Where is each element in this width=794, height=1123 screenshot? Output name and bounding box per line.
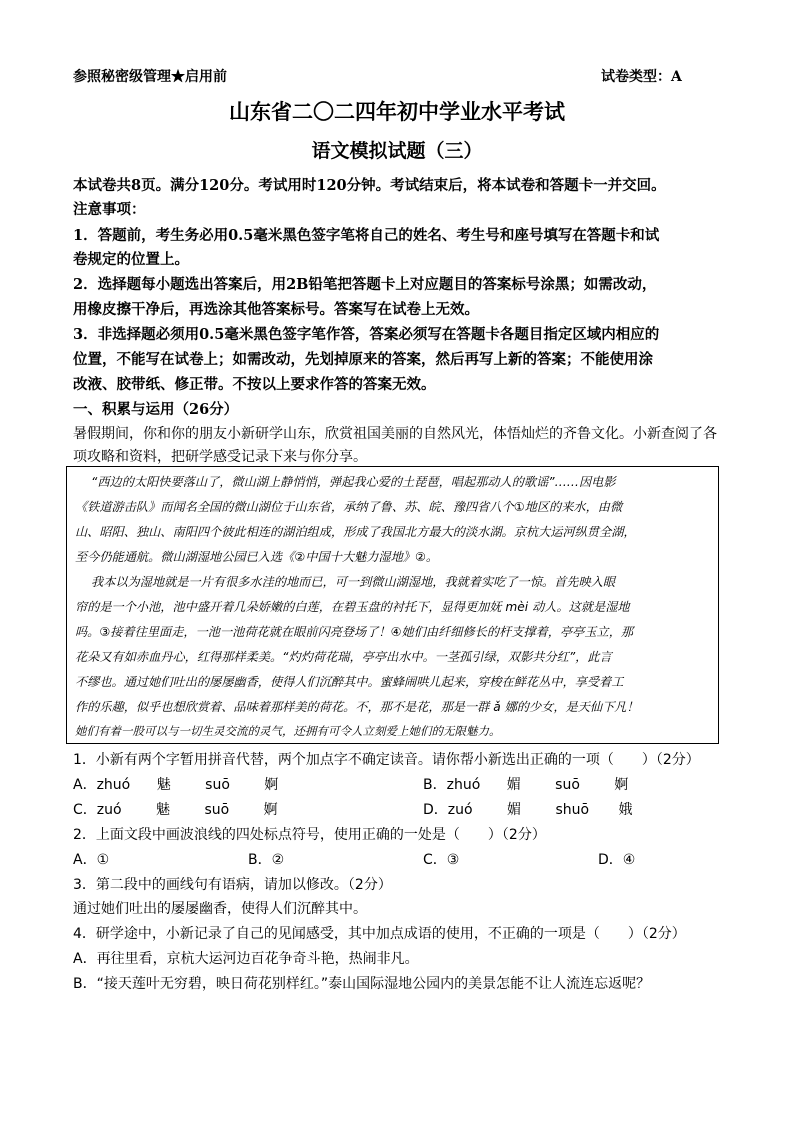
secret-level-label: 参照秘密级管理★启用前 <box>73 69 227 85</box>
q2-option-b: B．② <box>248 852 285 868</box>
exam-title: 山东省二〇二四年初中学业水平考试 <box>229 99 565 124</box>
note-line: 1．答题前，考生务必用0.5毫米黑色签字笔将自己的姓名、考生号和座号填写在答题卡和试 <box>73 227 660 244</box>
q2-option-a: A．① <box>73 852 110 868</box>
q2-option-c: C．③ <box>423 852 460 868</box>
q1-c-part: C．zuó <box>73 802 122 818</box>
question-3-sentence: 通过她们吐出的屡屡幽香，使得人们沉醉其中。 <box>73 901 367 917</box>
question-3-stem: 3．第二段中的画线句有语病，请加以修改。（2分） <box>73 877 392 893</box>
passage-line: 不缪也。通过她们吐出的屡屡幽香，使得人们沉醉其中。蜜蜂闹哄儿起来，穿梭在鲜花丛中，享受着工 <box>75 675 624 689</box>
exam-intro: 本试卷共8页。满分120分。考试用时120分钟。考试结束后，将本试卷和答题卡一并交回。 <box>73 177 666 194</box>
note-line: 用橡皮擦干净后，再选涂其他答案标号。答案写在试卷上无效。 <box>73 301 479 318</box>
paper-type-label: 试卷类型：A <box>601 69 682 85</box>
passage-line: 至今仍能通航。微山湖湿地公园已入选《②中国十大魅力湿地》②。 <box>75 550 439 564</box>
passage-line: 我本以为湿地就是一片有很多水洼的地而已，可一到微山湖湿地，我就着实吃了一惊。首先映入眼 <box>91 575 616 589</box>
passage-line: “西边的太阳快要落山了，微山湖上静悄悄，弹起我心爱的土琵琶，唱起那动人的歌谣”……因电影 <box>91 475 616 489</box>
question-1-stem: 1．小新有两个字暂用拼音代替，两个加点字不确定读音。请你帮小新选出正确的一项（ ）（2分） <box>73 752 700 768</box>
q1-a-part: suō <box>205 777 230 793</box>
passage-line: 她们有着一股可以与一切生灵交流的灵气，还拥有可令人立刻爱上她们的无限魅力。 <box>75 724 501 738</box>
passage-line: 帘的是一个小池，池中盛开着几朵娇嫩的白莲，在碧玉盘的衬托下，显得更加妩 mèi 动人。这就是湿地 <box>75 600 630 614</box>
passage-line: 吗。③接着往里面走，一池一池荷花就在眼前闪亮登场了！④她们由纤细修长的杆支撑着，亭亭玉立，那 <box>75 625 634 639</box>
notes-heading: 注意事项： <box>73 201 146 218</box>
q1-c-part: 魅 <box>156 802 171 818</box>
note-line: 改液、胶带纸、修正带。不按以上要求作答的答案无效。 <box>73 376 436 393</box>
note-line: 2．选择题每小题选出答案后，用2B铅笔把答题卡上对应题目的答案标号涂黑；如需改动， <box>73 276 657 293</box>
note-line: 位置，不能写在试卷上；如需改动，先划掉原来的答案，然后再写上新的答案；不能使用涂 <box>73 351 653 368</box>
section-heading: 一、积累与运用（26分） <box>73 401 239 418</box>
exam-subtitle: 语文模拟试题（三） <box>311 140 483 162</box>
q1-a-part: 婀 <box>264 777 279 793</box>
q2-option-d: D．④ <box>598 852 636 868</box>
q1-option-b <box>423 774 628 794</box>
q1-a-part: 魅 <box>156 777 171 793</box>
q1-d-part: 娥 <box>618 802 633 818</box>
note-line: 3．非选择题必须用0.5毫米黑色签字笔作答，答案必须写在答题卡各题目指定区域内相应的 <box>73 326 660 343</box>
section-intro-line: 暑假期间，你和你的朋友小新研学山东，欣赏祖国美丽的自然风光，体悟灿烂的齐鲁文化。小新查阅了各 <box>73 426 717 442</box>
reading-passage-box <box>66 466 719 744</box>
q1-b-part: B．zhuó <box>423 777 481 793</box>
q1-c-part: suō <box>204 802 230 818</box>
passage-line: 作的乐趣，似乎也想欣赏着、品味着那样美的荷花。不，那不是花，那是一群 ǎ 娜的少女，是天仙下凡！ <box>75 700 639 714</box>
section-intro-line: 项攻略和资料，把研学感受记录下来与你分享。 <box>73 449 367 465</box>
q1-d-part: shuō <box>555 802 590 818</box>
q1-d-part: D．zuó <box>423 802 473 818</box>
question-2-stem: 2．上面文段中画波浪线的四处标点符号，使用正确的一处是（ ）（2分） <box>73 827 546 843</box>
q1-a-part: A．zhuó <box>73 777 131 793</box>
q1-option-d <box>423 799 633 819</box>
q1-b-part: 婀 <box>614 777 629 793</box>
q1-d-part: 媚 <box>507 802 522 818</box>
q4-option-b: B．“接天莲叶无穷碧，映日荷花别样红。”泰山国际湿地公园内的美景怎能不让人流连忘返呢？ <box>73 976 651 992</box>
q4-option-a: A．再往里看，京杭大运河边百花争奇斗艳，热闹非凡。 <box>73 951 419 967</box>
question-4-stem: 4．研学途中，小新记录了自己的见闻感受，其中加点成语的使用，不正确的一项是（ ）（2分） <box>73 926 686 942</box>
passage-line: 《铁道游击队》而闻名全国的微山湖位于山东省，承纳了鲁、苏、皖、豫四省八个①地区的来水，由微 <box>75 500 623 514</box>
q1-b-part: 媚 <box>506 777 521 793</box>
q1-c-part: 婀 <box>263 802 278 818</box>
passage-line: 花朵又有如赤血丹心，红得那样柔美。“灼灼荷花瑞，亭亭出水中。一茎孤引绿，双影共分红”，此言 <box>75 650 612 664</box>
q1-option-a <box>73 774 278 794</box>
note-line: 卷规定的位置上。 <box>73 251 189 268</box>
q1-b-part: suō <box>555 777 580 793</box>
q1-option-c <box>73 799 278 819</box>
passage-line: 山、昭阳、独山、南阳四个彼此相连的湖泊组成，形成了我国北方最大的淡水湖。京杭大运河纵贯全湖， <box>75 525 636 539</box>
